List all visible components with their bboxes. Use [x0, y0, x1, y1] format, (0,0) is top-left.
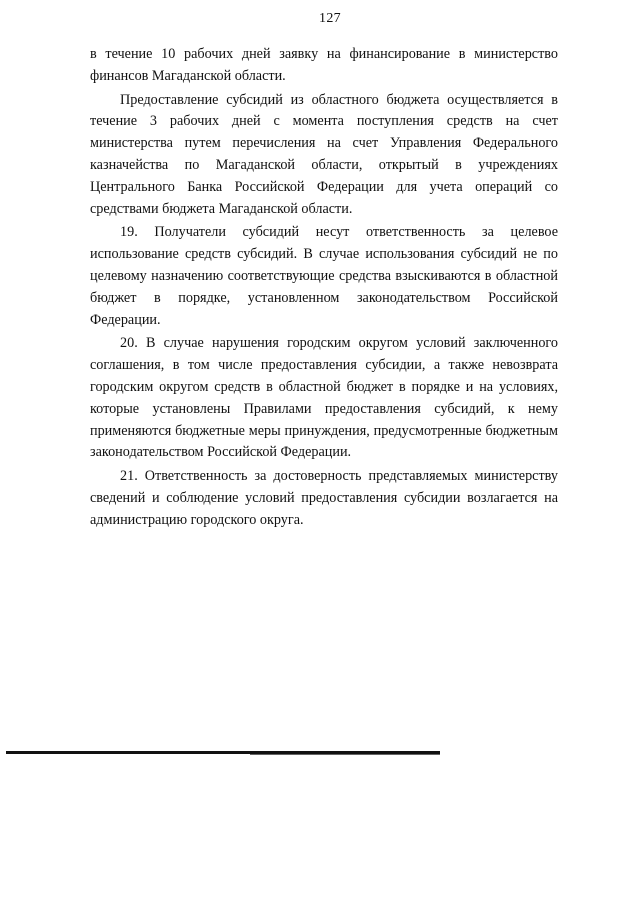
paragraph-21: 21. Ответственность за достоверность представляемых министерству сведений и соблюдение условий предоставления субсидии возлагается на администрацию городского округа.: [90, 468, 558, 528]
paragraph-19: 19. Получатели субсидий несут ответственность за целевое использование средств субсидий. В случае использования субсидий не по целевому назначению соответствующие средства взыскиваются в областной бюджет в порядке, установленном законодательством Российской Федерации.: [90, 224, 558, 328]
page-number: 127: [319, 11, 341, 26]
document-body: [90, 44, 558, 534]
paragraph-continuation: в течение 10 рабочих дней заявку на финансирование в министерство финансов Магаданской области.: [90, 46, 558, 84]
footer-divider-thin: [250, 754, 440, 755]
paragraph-20: 20. В случае нарушения городским округом условий заключенного соглашения, в том числе предоставления субсидии, а также невозврата городским округом средств в областной бюджет в порядке и на условиях, которые установлены Правилами предоставления субсидий, к нему применяются бюджетные меры принуждения, предусмотренные бюджетным законодательством Российской Федерации.: [90, 335, 558, 461]
paragraph-subsidy-transfer: Предоставление субсидий из областного бюджета осуществляется в течение 3 рабочих дней с момента поступления средств на счет министерства путем перечисления на счет Управления Федерального казначейства по Магаданской области, открытый в учреждениях Центрального Банка Российской Федерации для учета операций со средствами бюджета Магаданской области.: [90, 91, 558, 217]
